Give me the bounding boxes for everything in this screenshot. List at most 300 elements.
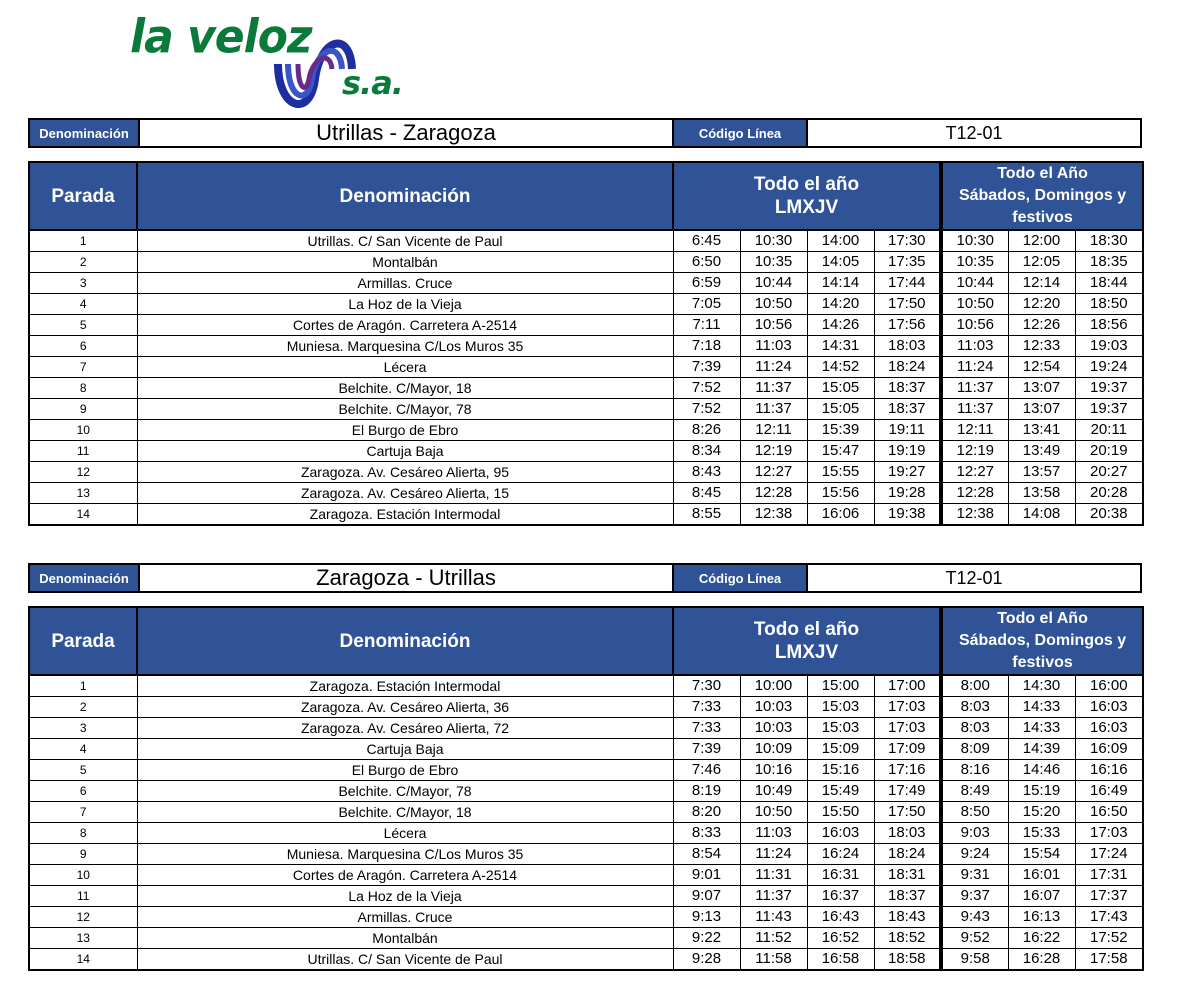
route-header (28, 563, 1142, 593)
weekend-time: 10:50 (941, 294, 1008, 315)
weekday-time: 15:05 (807, 399, 874, 420)
stop-name: La Hoz de la Vieja (137, 294, 673, 315)
stop-number: 7 (29, 357, 137, 378)
weekend-time: 20:11 (1075, 420, 1143, 441)
table-row (29, 718, 1143, 739)
weekday-time: 11:58 (740, 949, 807, 971)
stop-name: El Burgo de Ebro (137, 420, 673, 441)
weekday-time: 15:47 (807, 441, 874, 462)
weekend-time: 12:27 (941, 462, 1008, 483)
weekend-line-2: Sábados, Domingos y (958, 187, 1127, 204)
stop-number: 1 (29, 230, 137, 252)
table-row (29, 483, 1143, 504)
weekend-time: 8:03 (941, 697, 1008, 718)
weekday-time: 9:07 (673, 886, 740, 907)
table-row (29, 781, 1143, 802)
stop-name: Muniesa. Marquesina C/Los Muros 35 (137, 336, 673, 357)
stop-name: Zaragoza. Av. Cesáreo Alierta, 36 (137, 697, 673, 718)
weekday-time: 10:50 (740, 294, 807, 315)
weekend-time: 17:24 (1075, 844, 1143, 865)
stop-name: Armillas. Cruce (137, 273, 673, 294)
weekday-time: 17:44 (874, 273, 941, 294)
stop-number: 8 (29, 378, 137, 399)
stop-name: Cortes de Aragón. Carretera A-2514 (137, 315, 673, 336)
table-row (29, 441, 1143, 462)
weekday-time: 7:39 (673, 739, 740, 760)
weekend-time: 12:19 (941, 441, 1008, 462)
company-logo (130, 12, 420, 104)
route-title: Utrillas - Zaragoza (138, 120, 674, 146)
weekend-line-3: festivos (1012, 209, 1073, 226)
weekday-time: 9:28 (673, 949, 740, 971)
weekend-time: 8:16 (941, 760, 1008, 781)
table-row (29, 739, 1143, 760)
weekday-time: 12:28 (740, 483, 807, 504)
weekend-time: 16:13 (1008, 907, 1075, 928)
stop-number: 3 (29, 273, 137, 294)
table-row (29, 357, 1143, 378)
weekend-time: 18:50 (1075, 294, 1143, 315)
table-row (29, 760, 1143, 781)
weekday-time: 8:33 (673, 823, 740, 844)
weekend-time: 12:54 (1008, 357, 1075, 378)
weekday-time: 15:55 (807, 462, 874, 483)
stop-name: Cartuja Baja (137, 739, 673, 760)
codigo-linea-label: Código Línea (674, 565, 808, 591)
stop-number: 12 (29, 462, 137, 483)
weekend-time: 16:22 (1008, 928, 1075, 949)
stop-number: 5 (29, 315, 137, 336)
weekend-time: 17:43 (1075, 907, 1143, 928)
weekend-time: 14:30 (1008, 675, 1075, 697)
weekday-time: 8:26 (673, 420, 740, 441)
weekend-time: 15:54 (1008, 844, 1075, 865)
weekend-time: 9:52 (941, 928, 1008, 949)
weekend-time: 9:43 (941, 907, 1008, 928)
stop-number: 14 (29, 504, 137, 526)
weekday-time: 11:24 (740, 844, 807, 865)
weekday-time: 15:03 (807, 697, 874, 718)
weekday-time: 7:11 (673, 315, 740, 336)
weekend-time: 14:33 (1008, 697, 1075, 718)
weekday-time: 11:43 (740, 907, 807, 928)
weekday-time: 11:03 (740, 336, 807, 357)
stop-number: 9 (29, 844, 137, 865)
stop-name: Belchite. C/Mayor, 18 (137, 378, 673, 399)
weekday-time: 7:18 (673, 336, 740, 357)
weekday-time: 15:16 (807, 760, 874, 781)
col-parada: Parada (29, 162, 137, 230)
weekday-time: 12:38 (740, 504, 807, 526)
weekend-time: 17:37 (1075, 886, 1143, 907)
stop-name: Montalbán (137, 252, 673, 273)
schedule-table (28, 606, 1144, 971)
weekday-time: 11:37 (740, 399, 807, 420)
weekday-time: 8:45 (673, 483, 740, 504)
weekend-time: 13:07 (1008, 399, 1075, 420)
weekday-time: 8:54 (673, 844, 740, 865)
weekday-time: 14:52 (807, 357, 874, 378)
weekday-time: 17:49 (874, 781, 941, 802)
weekend-time: 12:38 (941, 504, 1008, 526)
stop-name: Cortes de Aragón. Carretera A-2514 (137, 865, 673, 886)
weekend-time: 18:56 (1075, 315, 1143, 336)
stop-number: 1 (29, 675, 137, 697)
table-row (29, 230, 1143, 252)
table-row (29, 697, 1143, 718)
table-row (29, 315, 1143, 336)
table-row (29, 252, 1143, 273)
weekend-time: 9:58 (941, 949, 1008, 971)
weekend-line-1: Todo el Año (997, 610, 1088, 627)
logo-brand-text: la veloz (130, 10, 312, 65)
weekend-line-2: Sábados, Domingos y (958, 632, 1127, 649)
weekday-time: 19:38 (874, 504, 941, 526)
stop-number: 11 (29, 441, 137, 462)
weekday-time: 10:00 (740, 675, 807, 697)
weekday-time: 17:50 (874, 294, 941, 315)
weekday-time: 11:03 (740, 823, 807, 844)
weekday-time: 10:35 (740, 252, 807, 273)
weekday-time: 10:50 (740, 802, 807, 823)
weekend-time: 18:30 (1075, 230, 1143, 252)
weekend-time: 9:03 (941, 823, 1008, 844)
weekend-time: 12:00 (1008, 230, 1075, 252)
weekday-time: 15:03 (807, 718, 874, 739)
stop-number: 4 (29, 739, 137, 760)
weekday-line-2: LMXJV (774, 642, 839, 663)
weekend-time: 14:33 (1008, 718, 1075, 739)
weekday-line-1: Todo el año (753, 619, 860, 640)
weekday-time: 11:37 (740, 378, 807, 399)
weekday-time: 14:05 (807, 252, 874, 273)
weekday-time: 6:50 (673, 252, 740, 273)
weekend-time: 16:16 (1075, 760, 1143, 781)
weekend-time: 18:44 (1075, 273, 1143, 294)
weekend-time: 15:20 (1008, 802, 1075, 823)
stop-number: 14 (29, 949, 137, 971)
denominacion-label: Denominación (30, 120, 138, 146)
weekday-time: 7:46 (673, 760, 740, 781)
weekend-time: 13:57 (1008, 462, 1075, 483)
weekday-time: 19:11 (874, 420, 941, 441)
table-row (29, 949, 1143, 971)
weekday-time: 10:44 (740, 273, 807, 294)
weekday-time: 18:52 (874, 928, 941, 949)
weekday-time: 10:03 (740, 697, 807, 718)
weekday-time: 11:37 (740, 886, 807, 907)
weekend-time: 18:35 (1075, 252, 1143, 273)
table-row (29, 336, 1143, 357)
stop-name: Zaragoza. Av. Cesáreo Alierta, 72 (137, 718, 673, 739)
weekend-time: 12:14 (1008, 273, 1075, 294)
weekday-time: 15:56 (807, 483, 874, 504)
weekday-time: 15:39 (807, 420, 874, 441)
weekday-time: 7:33 (673, 697, 740, 718)
weekday-time: 17:03 (874, 718, 941, 739)
table-row (29, 273, 1143, 294)
weekend-time: 16:07 (1008, 886, 1075, 907)
weekday-time: 15:00 (807, 675, 874, 697)
weekday-time: 9:01 (673, 865, 740, 886)
table-row (29, 399, 1143, 420)
col-weekday (673, 607, 941, 675)
weekday-time: 17:00 (874, 675, 941, 697)
weekday-time: 7:05 (673, 294, 740, 315)
weekday-time: 11:31 (740, 865, 807, 886)
weekday-time: 11:52 (740, 928, 807, 949)
weekend-time: 16:49 (1075, 781, 1143, 802)
stop-name: Montalbán (137, 928, 673, 949)
weekend-time: 11:37 (941, 378, 1008, 399)
stop-number: 11 (29, 886, 137, 907)
weekday-time: 14:00 (807, 230, 874, 252)
weekday-time: 8:55 (673, 504, 740, 526)
col-parada: Parada (29, 607, 137, 675)
weekend-time: 16:09 (1075, 739, 1143, 760)
weekend-time: 14:08 (1008, 504, 1075, 526)
weekday-time: 9:13 (673, 907, 740, 928)
weekend-time: 10:30 (941, 230, 1008, 252)
weekend-time: 16:50 (1075, 802, 1143, 823)
weekday-time: 18:24 (874, 357, 941, 378)
weekday-time: 7:30 (673, 675, 740, 697)
weekend-time: 11:24 (941, 357, 1008, 378)
weekday-time: 15:49 (807, 781, 874, 802)
weekend-time: 17:03 (1075, 823, 1143, 844)
weekend-time: 16:03 (1075, 697, 1143, 718)
weekday-time: 17:56 (874, 315, 941, 336)
weekday-time: 12:27 (740, 462, 807, 483)
stop-name: Cartuja Baja (137, 441, 673, 462)
weekend-time: 15:33 (1008, 823, 1075, 844)
stop-name: Zaragoza. Av. Cesáreo Alierta, 95 (137, 462, 673, 483)
weekday-time: 19:28 (874, 483, 941, 504)
weekend-time: 9:31 (941, 865, 1008, 886)
weekday-time: 8:20 (673, 802, 740, 823)
weekend-time: 14:46 (1008, 760, 1075, 781)
weekday-time: 6:59 (673, 273, 740, 294)
weekday-time: 10:09 (740, 739, 807, 760)
weekday-line-2: LMXJV (774, 197, 839, 218)
weekday-time: 14:20 (807, 294, 874, 315)
table-row (29, 675, 1143, 697)
stop-name: Belchite. C/Mayor, 78 (137, 399, 673, 420)
stop-number: 6 (29, 336, 137, 357)
weekday-time: 16:31 (807, 865, 874, 886)
col-denominacion: Denominación (137, 162, 673, 230)
col-weekday (673, 162, 941, 230)
weekday-time: 12:11 (740, 420, 807, 441)
stop-name: Zaragoza. Estación Intermodal (137, 504, 673, 526)
col-weekend (941, 607, 1143, 675)
weekend-time: 10:56 (941, 315, 1008, 336)
weekend-time: 12:26 (1008, 315, 1075, 336)
weekday-time: 8:34 (673, 441, 740, 462)
col-denominacion: Denominación (137, 607, 673, 675)
schedule-table (28, 161, 1144, 526)
weekend-time: 10:35 (941, 252, 1008, 273)
weekend-time: 20:28 (1075, 483, 1143, 504)
stop-number: 7 (29, 802, 137, 823)
weekend-time: 14:39 (1008, 739, 1075, 760)
weekday-time: 7:52 (673, 378, 740, 399)
weekend-time: 20:38 (1075, 504, 1143, 526)
weekday-time: 15:09 (807, 739, 874, 760)
col-weekend (941, 162, 1143, 230)
weekend-time: 16:03 (1075, 718, 1143, 739)
weekend-time: 17:52 (1075, 928, 1143, 949)
table-row (29, 844, 1143, 865)
weekday-time: 17:09 (874, 739, 941, 760)
table-row (29, 294, 1143, 315)
weekday-time: 10:03 (740, 718, 807, 739)
weekday-time: 7:52 (673, 399, 740, 420)
weekday-time: 15:05 (807, 378, 874, 399)
weekday-time: 16:58 (807, 949, 874, 971)
weekend-time: 13:07 (1008, 378, 1075, 399)
weekend-time: 12:20 (1008, 294, 1075, 315)
stop-number: 4 (29, 294, 137, 315)
weekend-time: 13:41 (1008, 420, 1075, 441)
weekday-time: 11:24 (740, 357, 807, 378)
weekend-time: 20:19 (1075, 441, 1143, 462)
weekday-time: 14:26 (807, 315, 874, 336)
stop-name: Muniesa. Marquesina C/Los Muros 35 (137, 844, 673, 865)
weekend-time: 20:27 (1075, 462, 1143, 483)
line-code: T12-01 (945, 567, 1003, 588)
weekday-time: 16:37 (807, 886, 874, 907)
weekend-time: 8:50 (941, 802, 1008, 823)
weekday-line-1: Todo el año (753, 174, 860, 195)
stop-number: 13 (29, 483, 137, 504)
weekday-time: 10:30 (740, 230, 807, 252)
weekday-time: 10:56 (740, 315, 807, 336)
weekday-time: 18:43 (874, 907, 941, 928)
weekday-time: 16:52 (807, 928, 874, 949)
stop-name: Utrillas. C/ San Vicente de Paul (137, 949, 673, 971)
weekend-time: 9:37 (941, 886, 1008, 907)
weekend-time: 8:03 (941, 718, 1008, 739)
stop-name: Lécera (137, 823, 673, 844)
weekend-time: 17:31 (1075, 865, 1143, 886)
weekday-time: 18:37 (874, 378, 941, 399)
weekday-time: 14:14 (807, 273, 874, 294)
weekend-time: 19:03 (1075, 336, 1143, 357)
weekday-time: 16:24 (807, 844, 874, 865)
weekday-time: 19:27 (874, 462, 941, 483)
stop-name: Zaragoza. Av. Cesáreo Alierta, 15 (137, 483, 673, 504)
stop-number: 6 (29, 781, 137, 802)
weekday-time: 16:03 (807, 823, 874, 844)
weekday-time: 18:37 (874, 886, 941, 907)
weekend-time: 16:01 (1008, 865, 1075, 886)
table-row (29, 823, 1143, 844)
stop-number: 10 (29, 420, 137, 441)
table-row (29, 886, 1143, 907)
weekend-time: 8:49 (941, 781, 1008, 802)
weekend-time: 11:37 (941, 399, 1008, 420)
stop-number: 2 (29, 252, 137, 273)
stop-number: 2 (29, 697, 137, 718)
stop-name: Utrillas. C/ San Vicente de Paul (137, 230, 673, 252)
route-title: Zaragoza - Utrillas (138, 565, 674, 591)
weekday-time: 8:19 (673, 781, 740, 802)
stop-number: 8 (29, 823, 137, 844)
table-row (29, 420, 1143, 441)
weekend-time: 12:33 (1008, 336, 1075, 357)
codigo-linea-label: Código Línea (674, 120, 808, 146)
stop-name: El Burgo de Ebro (137, 760, 673, 781)
stop-number: 3 (29, 718, 137, 739)
stop-name: Belchite. C/Mayor, 78 (137, 781, 673, 802)
weekday-time: 18:03 (874, 823, 941, 844)
weekend-time: 19:37 (1075, 399, 1143, 420)
weekday-time: 18:31 (874, 865, 941, 886)
weekday-time: 6:45 (673, 230, 740, 252)
weekend-time: 12:28 (941, 483, 1008, 504)
weekday-time: 10:16 (740, 760, 807, 781)
stop-name: Lécera (137, 357, 673, 378)
table-row (29, 928, 1143, 949)
stop-number: 10 (29, 865, 137, 886)
table-row (29, 865, 1143, 886)
weekday-time: 16:06 (807, 504, 874, 526)
weekend-time: 19:37 (1075, 378, 1143, 399)
weekday-time: 7:33 (673, 718, 740, 739)
weekday-time: 12:19 (740, 441, 807, 462)
table-row (29, 462, 1143, 483)
weekday-time: 15:50 (807, 802, 874, 823)
weekend-time: 12:11 (941, 420, 1008, 441)
weekend-time: 17:58 (1075, 949, 1143, 971)
table-row (29, 378, 1143, 399)
weekend-time: 10:44 (941, 273, 1008, 294)
weekend-time: 8:09 (941, 739, 1008, 760)
weekend-line-1: Todo el Año (997, 165, 1088, 182)
table-row (29, 504, 1143, 526)
stop-number: 13 (29, 928, 137, 949)
stop-name: Armillas. Cruce (137, 907, 673, 928)
stop-name: Belchite. C/Mayor, 18 (137, 802, 673, 823)
weekend-time: 12:05 (1008, 252, 1075, 273)
table-row (29, 802, 1143, 823)
weekend-time: 16:00 (1075, 675, 1143, 697)
weekday-time: 17:35 (874, 252, 941, 273)
weekday-time: 18:37 (874, 399, 941, 420)
table-row (29, 907, 1143, 928)
weekday-time: 17:30 (874, 230, 941, 252)
line-code: T12-01 (945, 122, 1003, 143)
stop-name: La Hoz de la Vieja (137, 886, 673, 907)
weekday-time: 17:50 (874, 802, 941, 823)
logo-suffix-text: s.a. (342, 64, 403, 102)
weekday-time: 7:39 (673, 357, 740, 378)
weekday-time: 18:03 (874, 336, 941, 357)
weekend-time: 8:00 (941, 675, 1008, 697)
weekday-time: 17:16 (874, 760, 941, 781)
weekend-time: 19:24 (1075, 357, 1143, 378)
weekday-time: 14:31 (807, 336, 874, 357)
weekend-time: 9:24 (941, 844, 1008, 865)
weekend-time: 13:58 (1008, 483, 1075, 504)
weekend-time: 16:28 (1008, 949, 1075, 971)
stop-name: Zaragoza. Estación Intermodal (137, 675, 673, 697)
stop-number: 9 (29, 399, 137, 420)
weekday-time: 19:19 (874, 441, 941, 462)
weekday-time: 18:24 (874, 844, 941, 865)
weekday-time: 17:03 (874, 697, 941, 718)
